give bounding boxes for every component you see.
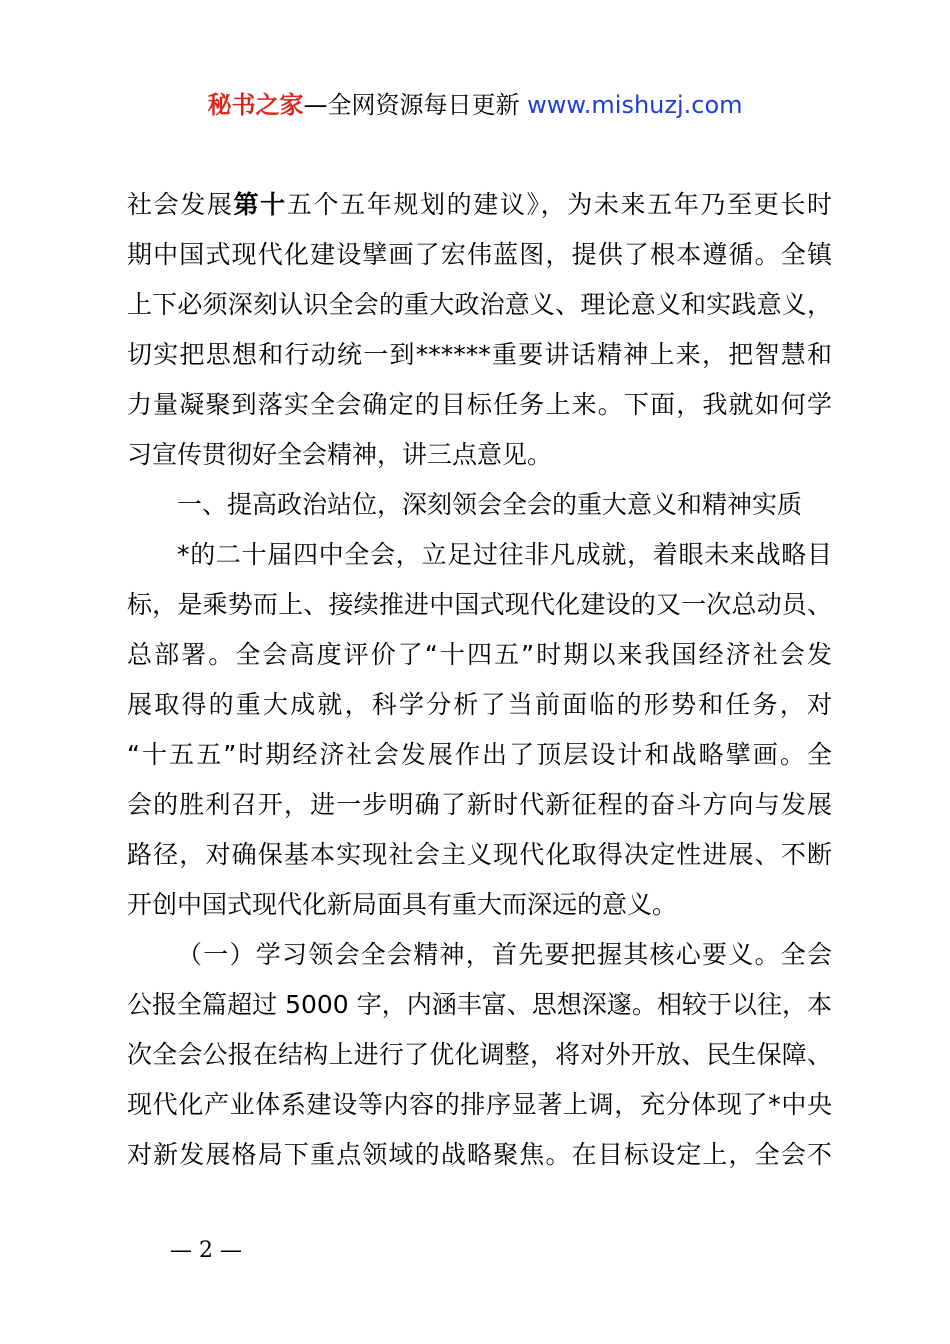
paragraph-line: 上下必须深刻认识全会的重大政治意义、理论意义和实践意义， [127, 290, 832, 319]
paragraph-line: 展取得的重大成就，科学分析了当前面临的形势和任务，对 [127, 690, 832, 719]
paragraph-line: 标，是乘势而上、接续推进中国式现代化建设的又一次总动员、 [127, 590, 832, 619]
paragraph-line: 社会发展第十五个五年规划的建议》，为未来五年乃至更长时 [127, 190, 832, 219]
subsection-heading-line: （一）学习领会全会精神，首先要把握其核心要义。全会 [177, 940, 832, 969]
header-site-url[interactable]: www.mishuzj.com [527, 91, 743, 119]
paragraph-line: 总部署。全会高度评价了“十四五”时期以来我国经济社会发 [127, 640, 832, 669]
document-body [127, 180, 832, 1180]
bold-text: 第十 [233, 190, 287, 219]
paragraph-line: 路径，对确保基本实现社会主义现代化取得决定性进展、不断 [127, 840, 832, 869]
paragraph-line: 对新发展格局下重点领域的战略聚焦。在目标设定上，全会不 [127, 1140, 832, 1169]
paragraph-line: 切实把思想和行动统一到******重要讲话精神上来，把智慧和 [127, 340, 832, 369]
paragraph-line: 会的胜利召开，进一步明确了新时代新征程的奋斗方向与发展 [127, 790, 832, 819]
paragraph-line: 公报全篇超过 5000 字，内涵丰富、思想深邃。相较于以往，本 [127, 990, 832, 1019]
header-brand: 秘书之家 [207, 91, 304, 119]
paragraph-line: 现代化产业体系建设等内容的排序显著上调，充分体现了*中央 [127, 1090, 832, 1119]
paragraph-line: “十五五”时期经济社会发展作出了顶层设计和战略擘画。全 [127, 740, 832, 769]
paragraph-line: 期中国式现代化建设擘画了宏伟蓝图，提供了根本遵循。全镇 [127, 240, 832, 269]
paragraph-line: 力量凝聚到落实全会确定的目标任务上来。下面，我就如何学 [127, 390, 832, 419]
header-slogan: —全网资源每日更新 [303, 91, 528, 119]
paragraph-line: 习宣传贯彻好全会精神，讲三点意见。 [127, 440, 553, 469]
page-number: — 2 — [170, 1238, 242, 1263]
paragraph-line: 次全会公报在结构上进行了优化调整，将对外开放、民生保障、 [127, 1040, 832, 1069]
section-heading: 一、提高政治站位，深刻领会全会的重大意义和精神实质 [177, 490, 803, 519]
watermark-header [0, 88, 950, 122]
paragraph-line: *的二十届四中全会，立足过往非凡成就，着眼未来战略目 [177, 540, 832, 569]
paragraph-line: 开创中国式现代化新局面具有重大而深远的意义。 [127, 890, 678, 919]
